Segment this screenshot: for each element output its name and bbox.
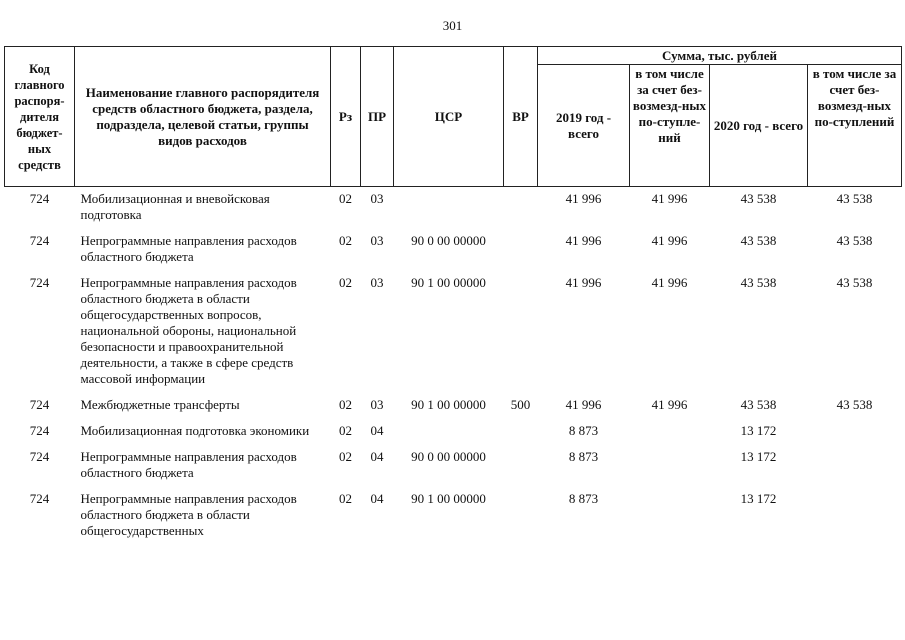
header-rz: Рз [331, 47, 361, 187]
cell-2020-free: 43 538 [836, 233, 873, 248]
cell-code: 724 [29, 275, 50, 290]
cell-pr: 03 [370, 191, 384, 206]
cell-pr: 03 [370, 397, 384, 412]
cell-code: 724 [29, 449, 50, 464]
cell-rz: 02 [339, 233, 352, 248]
cell-2019-total: 41 996 [565, 191, 602, 206]
cell-2019-total: 41 996 [565, 275, 602, 290]
cell-2020-total: 43 538 [740, 233, 777, 248]
cell-csr: 90 1 00 00000 [411, 397, 486, 412]
cell-2019-total: 8 873 [568, 449, 599, 464]
cell-2019-total: 8 873 [568, 491, 599, 506]
table-row [5, 229, 902, 271]
cell-name: Непрограммные направления расходов областного бюджета [80, 449, 297, 480]
header-code: Код главного распоря-дителя бюджет-ных средств [5, 47, 75, 187]
table-row [5, 487, 902, 545]
cell-vr [504, 271, 538, 393]
cell-2020-free [808, 445, 902, 487]
cell-name: Мобилизационная и вневойсковая подготовка [80, 191, 270, 222]
cell-pr: 04 [370, 491, 384, 506]
cell-code: 724 [29, 397, 50, 412]
cell-csr: 90 1 00 00000 [411, 275, 486, 290]
header-2019-total: 2019 год - всего [538, 65, 630, 187]
cell-2020-free: 43 538 [836, 191, 873, 206]
header-vr: ВР [504, 47, 538, 187]
cell-vr [504, 419, 538, 445]
cell-vr [504, 445, 538, 487]
cell-vr [504, 187, 538, 230]
cell-vr [504, 229, 538, 271]
header-sum-group: Сумма, тыс. рублей [538, 47, 902, 65]
cell-2019-total: 41 996 [565, 397, 602, 412]
page-number: 301 [442, 18, 463, 33]
cell-code: 724 [29, 491, 50, 506]
header-2019-free: в том числе за счет без-возмезд-ных по-ступле-ний [630, 65, 710, 187]
cell-2019-free: 41 996 [651, 233, 688, 248]
cell-name: Межбюджетные трансферты [80, 397, 240, 412]
cell-csr: 90 1 00 00000 [411, 491, 486, 506]
cell-csr: 90 0 00 00000 [411, 233, 486, 248]
header-csr: ЦСР [394, 47, 504, 187]
cell-name: Непрограммные направления расходов областного бюджета в области общегосударственных [80, 491, 297, 538]
header-name: Наименование главного распорядителя средств областного бюджета, раздела, подраздела, целевой статьи, группы видов расходов [75, 47, 331, 187]
table-header [5, 47, 902, 187]
header-2020-total: 2020 год - всего [710, 65, 808, 187]
cell-code: 724 [29, 191, 50, 206]
cell-2020-total: 43 538 [740, 275, 777, 290]
cell-2019-free [630, 419, 710, 445]
header-pr: ПР [361, 47, 394, 187]
cell-2020-total: 13 172 [740, 449, 777, 464]
cell-rz: 02 [339, 449, 352, 464]
table-body [5, 187, 902, 546]
cell-pr: 04 [370, 449, 384, 464]
cell-2020-free [808, 419, 902, 445]
cell-2019-free: 41 996 [651, 275, 688, 290]
cell-rz: 02 [339, 397, 352, 412]
cell-2019-free: 41 996 [651, 397, 688, 412]
cell-2019-total: 41 996 [565, 233, 602, 248]
cell-2020-total: 13 172 [740, 491, 777, 506]
cell-rz: 02 [339, 275, 352, 290]
header-2020-free: в том числе за счет без-возмезд-ных по-ступлений [808, 65, 902, 187]
table-row [5, 271, 902, 393]
cell-2020-free [808, 487, 902, 545]
cell-csr [394, 419, 504, 445]
cell-rz: 02 [339, 491, 352, 506]
cell-2019-free [630, 487, 710, 545]
cell-code: 724 [29, 423, 50, 438]
table-row [5, 187, 902, 230]
cell-pr: 03 [370, 233, 384, 248]
cell-rz: 02 [339, 423, 352, 438]
cell-name: Непрограммные направления расходов областного бюджета в области общегосударственных вопросов, национальной обороны, национальной безопасности и правоохранительной деятельности, а также в сфере средств массовой информации [80, 275, 297, 386]
cell-2020-free: 43 538 [836, 397, 873, 412]
table-row [5, 393, 902, 419]
cell-name: Непрограммные направления расходов областного бюджета [80, 233, 297, 264]
cell-name: Мобилизационная подготовка экономики [80, 423, 310, 438]
cell-2020-free: 43 538 [836, 275, 873, 290]
budget-table [4, 46, 902, 545]
cell-2020-total: 43 538 [740, 191, 777, 206]
cell-pr: 03 [370, 275, 384, 290]
cell-2020-total: 43 538 [740, 397, 777, 412]
cell-rz: 02 [339, 191, 352, 206]
cell-vr: 500 [510, 397, 531, 412]
table-row [5, 419, 902, 445]
cell-csr: 90 0 00 00000 [411, 449, 486, 464]
table-row [5, 445, 902, 487]
cell-pr: 04 [370, 423, 384, 438]
cell-vr [504, 487, 538, 545]
cell-2019-total: 8 873 [568, 423, 599, 438]
cell-2019-free: 41 996 [651, 191, 688, 206]
cell-code: 724 [29, 233, 50, 248]
cell-2019-free [630, 445, 710, 487]
cell-2020-total: 13 172 [740, 423, 777, 438]
cell-csr [394, 187, 504, 230]
